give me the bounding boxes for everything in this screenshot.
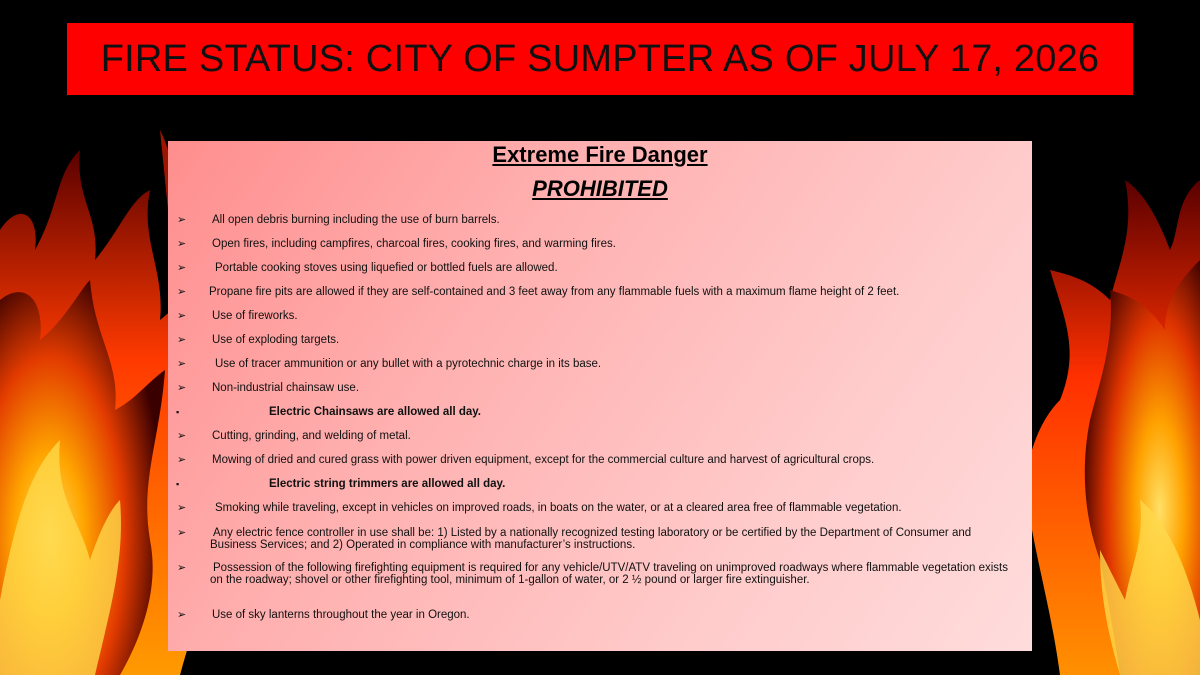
arrow-bullet-icon: ➢ [177, 214, 187, 226]
square-bullet-icon: ▪ [176, 479, 180, 489]
list-item-text: All open debris burning including the use of burn barrels. [212, 214, 500, 226]
arrow-bullet-icon: ➢ [177, 609, 187, 621]
arrow-bullet-icon: ➢ [177, 382, 187, 394]
list-item-text: Open fires, including campfires, charcoal fires, cooking fires, and warming fires. [212, 238, 616, 250]
fire-danger-heading: Extreme Fire Danger [492, 142, 708, 167]
arrow-bullet-icon: ➢ [177, 502, 187, 514]
arrow-bullet-icon: ➢ [177, 430, 187, 442]
list-item-text: Cutting, grinding, and welding of metal. [212, 430, 411, 442]
arrow-bullet-icon: ➢ [177, 358, 187, 370]
title-bar [67, 23, 1133, 95]
arrow-bullet-icon: ➢ [177, 310, 187, 322]
arrow-bullet-icon: ➢ [177, 238, 187, 250]
arrow-bullet-icon: ➢ [177, 527, 187, 539]
list-item-text: Possession of the following firefighting equipment is required for any vehicle/UTV/ATV traveling on unimproved roadways where flammable vegetation exists on the roadway; shovel or other firefighting tool, minimum of 1-gallon of water, or 2 ½ pound or larger fire extinguisher. [210, 562, 1008, 586]
list-item-text: Portable cooking stoves using liquefied or bottled fuels are allowed. [215, 262, 558, 274]
arrow-bullet-icon: ➢ [177, 262, 187, 274]
list-item-text: Non-industrial chainsaw use. [212, 382, 360, 394]
square-bullet-icon: ▪ [176, 407, 180, 417]
list-item-text: Use of sky lanterns throughout the year in Oregon. [212, 609, 470, 621]
list-item-text: Use of fireworks. [212, 310, 298, 322]
list-item-text: Smoking while traveling, except in vehicles on improved roads, in boats on the water, or at a cleared area free of flammable vegetation. [215, 502, 902, 514]
list-item-text: Use of exploding targets. [212, 334, 340, 346]
list-item-text: Mowing of dried and cured grass with power driven equipment, except for the commercial culture and harvest of agricultural crops. [212, 454, 875, 466]
arrow-bullet-icon: ➢ [177, 454, 187, 466]
list-item-text: Electric string trimmers are allowed all day. [269, 478, 506, 490]
page-title: FIRE STATUS: CITY OF SUMPTER AS OF JULY 17, 2026 [100, 37, 1100, 80]
list-item-text: Use of tracer ammunition or any bullet with a pyrotechnic charge in its base. [215, 358, 602, 370]
list-item-text: Electric Chainsaws are allowed all day. [269, 406, 481, 418]
list-item-text: Any electric fence controller in use shall be: 1) Listed by a nationally recognized testing laboratory or be certified by the Department of Consumer and Business Services; and 2) Operated in compliance with manufacturer’s instructions. [210, 527, 972, 551]
arrow-bullet-icon: ➢ [177, 562, 187, 574]
arrow-bullet-icon: ➢ [177, 286, 187, 298]
prohibited-heading: PROHIBITED [532, 176, 668, 201]
arrow-bullet-icon: ➢ [177, 334, 187, 346]
content-panel [168, 141, 1032, 651]
list-item-text: Propane fire pits are allowed if they are self-contained and 3 feet away from any flammable fuels with a maximum flame height of 2 feet. [209, 286, 900, 298]
